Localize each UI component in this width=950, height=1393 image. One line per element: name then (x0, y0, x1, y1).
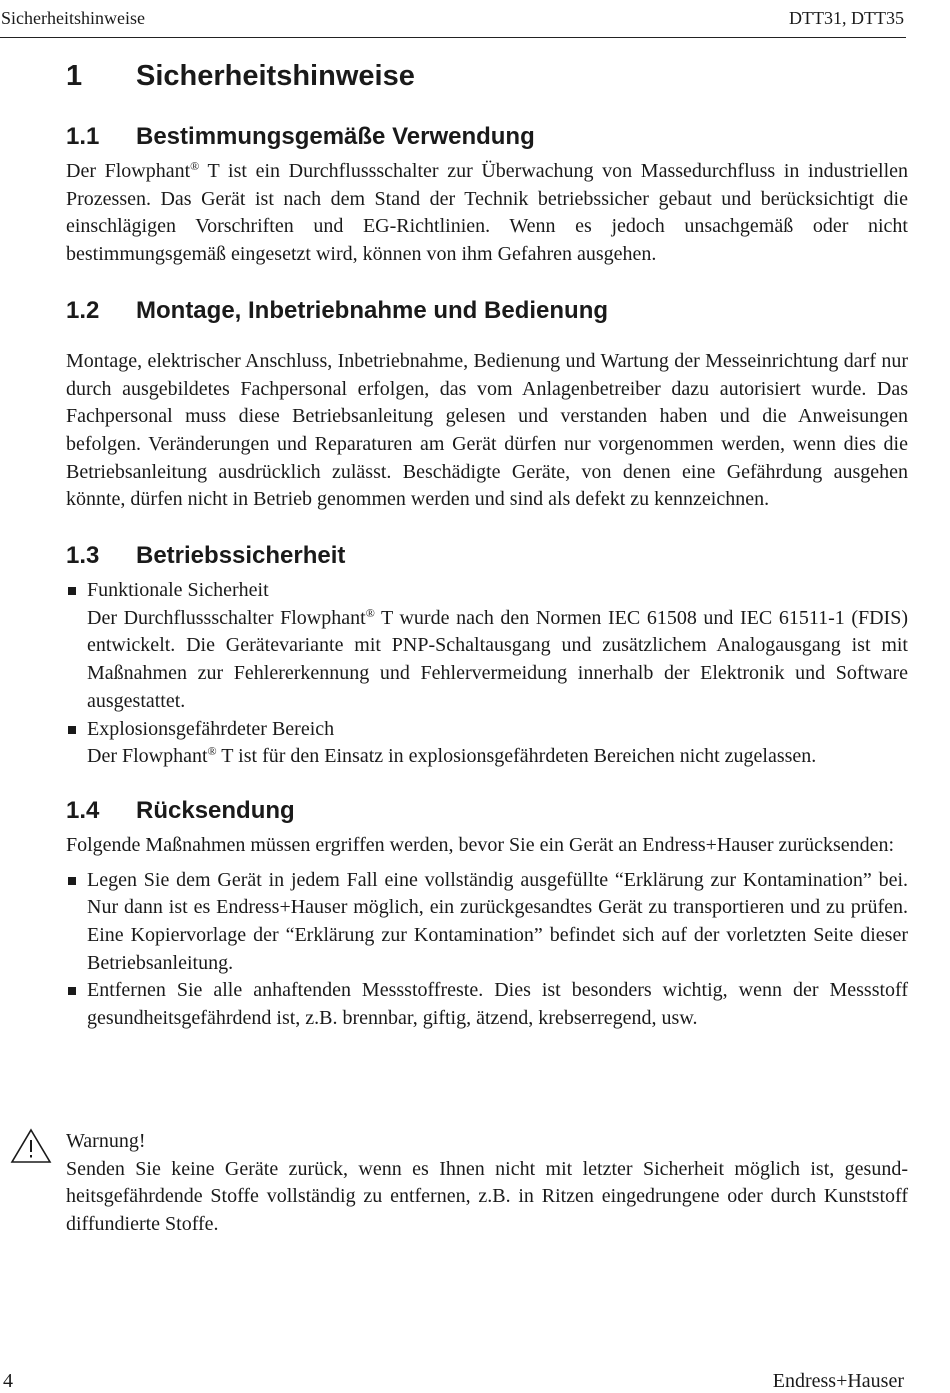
bullet-title: Explosionsgefährdeter Bereich (87, 717, 335, 740)
registered-mark: ® (365, 605, 375, 620)
section-heading-1-3 (66, 540, 908, 572)
bullet-title: Funktionale Sicherheit (87, 579, 269, 602)
chapter-title: Sicherheitshinweise (136, 60, 415, 92)
section-title: Montage, Inbetriebnahme und Bedienung (136, 296, 609, 324)
bullet-body: Der Durchflussschalter Flowphant® T wurde nach den Normen IEC 61508 und IEC 61511-1 (FDIS) entwickelt. Die Gerätevariante mit PNP-Schaltausgang und zusätzlichem Analogausgang ist mit Maßnahmen zur Fehlererkennung und Fehlervermeidung innerhalb der Elektronik und Software ausgestattet. (87, 605, 908, 712)
bullet-body: Entfernen Sie alle anhaftenden Messstoffreste. Dies ist besonders wichtig, wenn der Messstoff gesundheitsgefährdend ist, z.B. brennbar, giftig, ätzend, krebserregend, usw. (87, 979, 908, 1030)
footer-brand: Endress+Hauser (772, 1370, 904, 1392)
bullet-square-icon (68, 726, 76, 734)
section-1-2-paragraph: Montage, elektrischer Anschluss, Inbetriebnahme, Bedienung und Wartung der Messeinrichtung darf nur durch ausgebildetes Fachpersonal erfolgen, das vom Anlagenbetreiber dazu autorisiert wurde. Das Fachpersonal muss diese Betriebsanleitung gelesen und verstanden haben und die Anweisungen befolgen. Veränderungen und Reparaturen am Gerät dürfen nur vorgenommen werden, wenn dies die Betriebsanleitung ausdrücklich zulässt. Beschädigte Geräte, von denen eine Gefährdung ausgehen könnte, dürfen nicht in Betrieb genommen werden und sind als defekt zu kennzeichnen. (66, 349, 908, 511)
bullet-square-icon (68, 877, 76, 885)
list-item (66, 977, 908, 1032)
section-heading-1-4 (66, 795, 908, 827)
registered-mark: ® (207, 744, 217, 759)
header-product-codes: DTT31, DTT35 (789, 8, 904, 28)
section-number: 1.3 (66, 542, 100, 570)
section-number: 1.2 (66, 296, 100, 324)
warning-title: Warnung! (66, 1130, 146, 1152)
section-title: Bestimmungsgemäße Verwendung (136, 123, 535, 150)
bullet-body: Der Flowphant® T ist für den Einsatz in explosionsgefährdeten Bereichen nicht zugelassen. (87, 744, 817, 768)
page-content (66, 52, 908, 1033)
page-number: 4 (3, 1370, 13, 1392)
warning-triangle-icon (10, 1128, 52, 1164)
chapter-heading (66, 52, 908, 102)
page-header (0, 5, 906, 38)
warning-text (66, 1128, 908, 1239)
section-number: 1.1 (66, 123, 100, 150)
section-1-1-paragraph: Der Flowphant® T ist ein Durchflussschalter zur Überwachung von Massedurchfluss in industriellen Prozessen. Das Gerät ist nach dem Stand der Technik betriebssicher gebaut und berücksichtigt die einschlägigen Vorschriften und EG-Richtlinien. Wenn es jedoch unsachgemäß oder nicht bestimmungsgemäß eingesetzt wird, können von ihm Gefahren ausgehen. (66, 159, 908, 266)
section-title: Rücksendung (136, 796, 295, 824)
registered-mark: ® (190, 159, 200, 173)
section-number: 1.4 (66, 796, 100, 824)
list-item (66, 716, 908, 771)
bullet-body: Legen Sie dem Gerät in jedem Fall eine vollständig ausgefüllte “Erklärung zur Kontamination” bei. Nur dann ist es Endress+Hauser möglich, ein zurückgesandtes Gerät zu transportieren und zu prüfen. Eine Kopiervorlage der “Erklärung zur Kontamination” befindet sich auf der vorletzten Seite dieser Betriebsanleitung. (87, 868, 908, 974)
section-heading-1-1 (66, 121, 908, 153)
chapter-number: 1 (66, 60, 83, 92)
warning-body: Senden Sie keine Geräte zurück, wenn es Ihnen nicht mit letzter Sicherheit möglich ist, gesundheitsgefährdende Stoffe vollständig zu entfernen, z.B. in Ritzen eingedrungene oder durch Kunststoff diffundierte Stoffe. (66, 1157, 908, 1236)
bullet-square-icon (68, 587, 76, 595)
section-title: Betriebssicherheit (136, 542, 346, 570)
list-item (66, 867, 908, 978)
section-heading-1-2 (66, 295, 908, 327)
header-section-title: Sicherheitshinweise (1, 8, 145, 28)
list-item (66, 577, 908, 716)
bullet-square-icon (68, 987, 76, 995)
section-1-4-intro: Folgende Maßnahmen müssen ergriffen werden, bevor Sie ein Gerät an Endress+Hauser zurücksenden: (66, 833, 895, 856)
